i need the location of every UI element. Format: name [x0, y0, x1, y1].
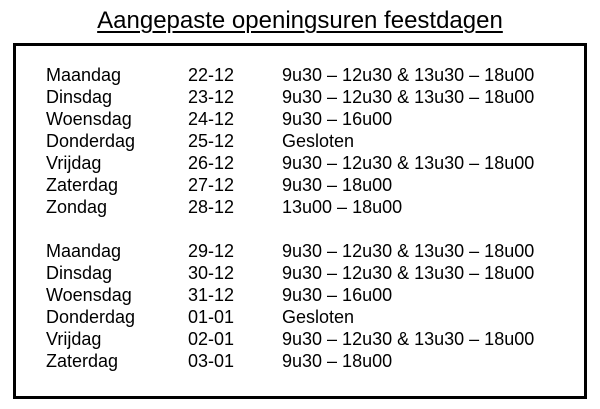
date-label: 01-01	[188, 307, 235, 327]
date-label: 31-12	[188, 285, 235, 305]
day-label: Woensdag	[46, 285, 132, 305]
day-label: Vrijdag	[46, 329, 102, 349]
day-label: Zondag	[46, 197, 108, 217]
hours-label: 9u30 – 18u00	[282, 351, 393, 371]
date-label: 03-01	[188, 351, 235, 371]
date-label: 02-01	[188, 329, 235, 349]
date-label: 25-12	[188, 131, 235, 151]
day-label: Dinsdag	[46, 87, 113, 107]
hours-label: 9u30 – 12u30 & 13u30 – 18u00	[282, 65, 535, 85]
day-label: Dinsdag	[46, 263, 113, 283]
date-label: 30-12	[188, 263, 235, 283]
date-label: 22-12	[188, 65, 235, 85]
hours-label: 9u30 – 18u00	[282, 175, 393, 195]
hours-label: 9u30 – 16u00	[282, 285, 393, 305]
date-label: 27-12	[188, 175, 235, 195]
day-label: Vrijdag	[46, 153, 102, 173]
day-label: Zaterdag	[46, 175, 119, 195]
hours-label: 9u30 – 12u30 & 13u30 – 18u00	[282, 153, 535, 173]
hours-label: 13u00 – 18u00	[282, 197, 403, 217]
hours-label: 9u30 – 12u30 & 13u30 – 18u00	[282, 87, 535, 107]
hours-label: Gesloten	[282, 307, 355, 327]
day-label: Maandag	[46, 241, 122, 261]
page-title: Aangepaste openingsuren feestdagen	[97, 7, 503, 34]
date-label: 23-12	[188, 87, 235, 107]
date-label: 28-12	[188, 197, 235, 217]
hours-label: 9u30 – 12u30 & 13u30 – 18u00	[282, 329, 535, 349]
day-label: Woensdag	[46, 109, 132, 129]
hours-label: 9u30 – 12u30 & 13u30 – 18u00	[282, 241, 535, 261]
hours-label: Gesloten	[282, 131, 355, 151]
day-label: Donderdag	[46, 131, 136, 151]
date-label: 29-12	[188, 241, 235, 261]
hours-label: 9u30 – 12u30 & 13u30 – 18u00	[282, 263, 535, 283]
day-label: Zaterdag	[46, 351, 119, 371]
date-label: 24-12	[188, 109, 235, 129]
date-label: 26-12	[188, 153, 235, 173]
day-label: Maandag	[46, 65, 122, 85]
hours-label: 9u30 – 16u00	[282, 109, 393, 129]
day-label: Donderdag	[46, 307, 136, 327]
